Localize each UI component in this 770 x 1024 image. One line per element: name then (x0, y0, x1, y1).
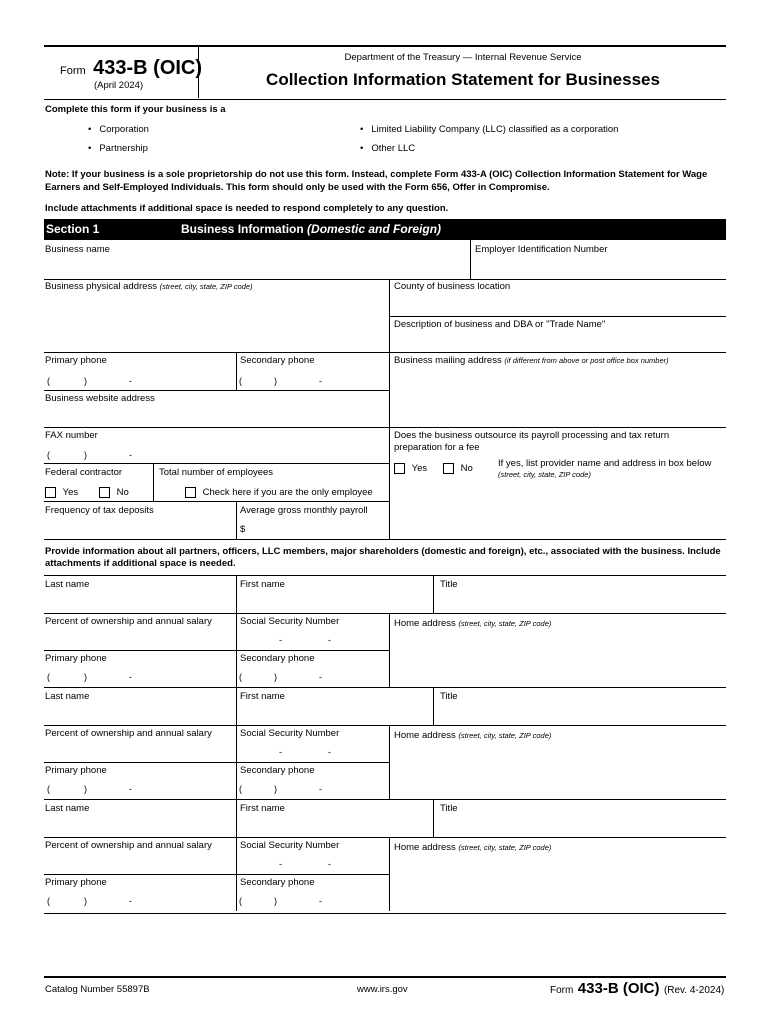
partner-3-primary-phone-input[interactable] (45, 896, 195, 908)
contractor-yes-checkbox[interactable] (45, 487, 56, 498)
sole-prop-note: Note: If your business is a sole proprietorship do not use this form. Instead, complete Form 433-A (OIC) Collection Information Statement for Wage Earners and Self-Employed Individuals. This form should only be used with the Form 656, Offer in Compromise. (45, 169, 708, 193)
agency: Department of the Treasury — Internal Revenue Service (344, 52, 582, 63)
phone-dash: - (129, 784, 132, 794)
section1-label: Section 1 (46, 222, 100, 236)
federal-contractor-label: Federal contractor (45, 467, 123, 478)
total-employees-label: Total number of employees (159, 467, 274, 478)
secondary-phone-input[interactable] (239, 376, 387, 388)
phone-dash: - (129, 376, 132, 386)
grid-line (44, 874, 390, 875)
partner-1-ssn-input[interactable] (239, 635, 387, 647)
home-address-hint: (street, city, state, ZIP code) (458, 731, 552, 740)
partner-3-home-address-label (394, 842, 551, 853)
payroll-if-yes-hint: (street, city, state, ZIP code) (498, 470, 591, 479)
partner-1-ownership-input[interactable] (46, 630, 234, 648)
grid-line (44, 913, 726, 914)
phone-dash: - (319, 376, 322, 386)
attachments-note: Include attachments if additional space is needed to respond completely to any question. (45, 203, 449, 214)
phone-dash: - (319, 896, 322, 906)
grid-line (44, 837, 726, 838)
secondary-phone-label: Secondary phone (240, 355, 315, 366)
partner-1-title-label: Title (440, 579, 458, 590)
ssn-dash: - (279, 747, 282, 757)
payroll-question: Does the business outsource its payroll processing and tax return preparation for a fee (394, 430, 670, 453)
partner-1-secondary-phone-label: Secondary phone (240, 653, 315, 664)
partner-2-home-address-label (394, 730, 551, 741)
type-other-llc: • Other LLC (360, 143, 415, 154)
only-employee-checkbox[interactable] (185, 487, 196, 498)
phone-open: ( (239, 672, 242, 682)
grid-line (390, 316, 726, 317)
description-input[interactable] (392, 333, 724, 351)
avg-payroll-label: Average gross monthly payroll (240, 505, 368, 516)
partner-1-home-address-input[interactable] (392, 633, 724, 685)
grid-line (44, 725, 726, 726)
mailing-address-input[interactable] (392, 370, 724, 425)
frequency-label: Frequency of tax deposits (45, 505, 154, 516)
section1-title-text: Business Information (181, 222, 304, 236)
partner-1-last-name-label: Last name (45, 579, 90, 590)
grid-line (44, 687, 726, 688)
partner-3-ownership-input[interactable] (46, 854, 234, 872)
partner-3-secondary-phone-label: Secondary phone (240, 877, 315, 888)
mailing-address-text: Business mailing address (394, 355, 502, 366)
ssn-dash: - (279, 859, 282, 869)
partner-3-primary-phone-label: Primary phone (45, 877, 107, 888)
grid-line (236, 687, 237, 799)
phone-open: ( (239, 376, 242, 386)
grid-line (236, 575, 237, 687)
partner-3-last-name-label: Last name (45, 803, 90, 814)
partner-2-secondary-phone-input[interactable] (239, 784, 389, 796)
payroll-no[interactable] (443, 463, 473, 474)
physical-address-input[interactable] (46, 296, 386, 350)
partner-1-ssn-label: Social Security Number (240, 616, 340, 627)
partner-3-last-name-input[interactable] (46, 817, 234, 835)
header-bottom-rule (44, 99, 726, 100)
payroll-no-label: No (460, 463, 473, 475)
partner-3-ssn-label: Social Security Number (240, 840, 340, 851)
form-id (60, 57, 202, 80)
physical-address-text: Business physical address (45, 281, 157, 292)
phone-open: ( (47, 784, 50, 794)
website-input[interactable] (46, 408, 386, 426)
catalog-number: Catalog Number 55897B (45, 984, 150, 995)
payroll-if-yes-text: If yes, list provider name and address in box below (498, 458, 712, 469)
partner-3-secondary-phone-input[interactable] (239, 896, 389, 908)
phone-close: ) (274, 672, 277, 682)
mailing-address-hint: (if different from above or post office box number) (504, 356, 669, 365)
partner-2-ssn-label: Social Security Number (240, 728, 340, 739)
grid-line (433, 799, 434, 837)
grid-line (470, 240, 471, 280)
partner-2-first-name-label: First name (240, 691, 285, 702)
partner-3-first-name-label: First name (240, 803, 285, 814)
home-address-text: Home address (394, 842, 456, 853)
grid-line (44, 650, 390, 651)
grid-line (44, 427, 726, 428)
phone-close: ) (84, 672, 87, 682)
home-address-hint: (street, city, state, ZIP code) (458, 619, 552, 628)
section1-title (181, 222, 441, 236)
grid-line (44, 279, 726, 280)
county-label: County of business location (394, 281, 511, 292)
contractor-no-label: No (116, 487, 129, 499)
phone-dash: - (129, 896, 132, 906)
payroll-if-yes (498, 458, 726, 480)
partner-3-title-input[interactable] (436, 817, 724, 835)
phone-close: ) (84, 896, 87, 906)
contractor-no-checkbox[interactable] (99, 487, 110, 498)
grid-line (44, 352, 726, 353)
ein-label: Employer Identification Number (475, 244, 608, 255)
partners-instruction: Provide information about all partners, officers, LLC members, major shareholders (domestic and foreign), etc., associated with the business. Include attachments if additional space is needed. (45, 546, 721, 569)
partner-1-last-name-input[interactable] (46, 593, 234, 611)
form-date: (April 2024) (94, 80, 144, 91)
physical-address-hint: (street, city, state, ZIP code) (159, 282, 253, 291)
partner-3-ssn-input[interactable] (239, 859, 387, 871)
phone-close: ) (84, 784, 87, 794)
grid-line (44, 799, 726, 800)
type-corporation: • Corporation (88, 124, 149, 135)
partner-2-title-input[interactable] (436, 705, 724, 723)
footer-form-id (550, 980, 724, 998)
grid-line (44, 390, 390, 391)
partner-1-primary-phone-input[interactable] (45, 672, 195, 684)
grid-line (236, 799, 237, 911)
payroll-yes-checkbox[interactable] (394, 463, 405, 474)
partner-2-ssn-input[interactable] (239, 747, 387, 759)
partner-2-home-address-input[interactable] (392, 745, 724, 797)
ssn-dash: - (279, 635, 282, 645)
footer-form-word: Form (550, 985, 574, 996)
phone-open: ( (47, 672, 50, 682)
ein-input[interactable] (474, 258, 724, 278)
grid-line (153, 464, 154, 501)
phone-open: ( (239, 784, 242, 794)
contractor-yes-label: Yes (62, 487, 79, 499)
partner-2-first-name-input[interactable] (239, 705, 431, 723)
partner-2-ownership-label: Percent of ownership and annual salary (45, 728, 212, 739)
home-address-hint: (street, city, state, ZIP code) (458, 843, 552, 852)
partner-1-first-name-label: First name (240, 579, 285, 590)
partner-2-ownership-input[interactable] (46, 742, 234, 760)
mailing-address-label (394, 355, 669, 366)
avg-payroll-input[interactable] (250, 518, 386, 537)
partner-1-primary-phone-label: Primary phone (45, 653, 107, 664)
business-name-label: Business name (45, 244, 110, 255)
section1-bar (44, 219, 726, 240)
phone-close: ) (274, 896, 277, 906)
form-number: 433-B (OIC) (93, 57, 203, 79)
payroll-yes[interactable] (394, 463, 427, 474)
description-label: Description of business and DBA or "Trade Name" (394, 319, 606, 330)
payroll-provider-input[interactable] (392, 485, 724, 537)
partner-3-ownership-label: Percent of ownership and annual salary (45, 840, 212, 851)
phone-close: ) (274, 784, 277, 794)
grid-line (44, 575, 726, 576)
fax-input[interactable] (45, 450, 225, 462)
grid-line (433, 575, 434, 613)
phone-close: ) (84, 376, 87, 386)
partner-1-first-name-input[interactable] (239, 593, 431, 611)
phone-close: ) (274, 376, 277, 386)
footer-website: www.irs.gov (357, 984, 408, 995)
partner-2-primary-phone-input[interactable] (45, 784, 195, 796)
grid-line (44, 762, 390, 763)
partner-3-title-label: Title (440, 803, 458, 814)
page-title: Collection Information Statement for Businesses (266, 70, 660, 89)
only-employee-label: Check here if you are the only employee (202, 487, 373, 499)
grid-line (236, 353, 237, 390)
footer-rule (44, 976, 726, 978)
phone-open: ( (47, 376, 50, 386)
grid-line (44, 613, 726, 614)
only-employee[interactable] (185, 487, 373, 498)
grid-line (44, 539, 726, 540)
ssn-dash: - (328, 635, 331, 645)
section1-title-qualifier: (Domestic and Foreign) (307, 222, 442, 236)
county-input[interactable] (392, 296, 724, 314)
partner-2-last-name-label: Last name (45, 691, 90, 702)
primary-phone-input[interactable] (45, 376, 225, 388)
footer-rev: (Rev. 4-2024) (663, 985, 725, 996)
home-address-text: Home address (394, 730, 456, 741)
ssn-dash: - (328, 747, 331, 757)
contractor-no[interactable] (99, 487, 129, 498)
contractor-yes[interactable] (45, 487, 78, 498)
complete-if: Complete this form if your business is a (45, 104, 226, 115)
partner-2-last-name-input[interactable] (46, 705, 234, 723)
phone-open: ( (47, 896, 50, 906)
grid-line (433, 687, 434, 725)
ssn-dash: - (328, 859, 331, 869)
grid-line (44, 501, 390, 502)
phone-dash: - (129, 672, 132, 682)
type-llc-corp: • Limited Liability Company (LLC) classified as a corporation (360, 124, 618, 135)
grid-line (44, 463, 390, 464)
payroll-yes-label: Yes (411, 463, 428, 475)
partner-2-secondary-phone-label: Secondary phone (240, 765, 315, 776)
primary-phone-label: Primary phone (45, 355, 107, 366)
business-name-input[interactable] (46, 258, 466, 278)
phone-close: ) (84, 450, 87, 460)
partner-3-home-address-input[interactable] (392, 857, 724, 909)
type-partnership: • Partnership (88, 143, 148, 154)
phone-dash: - (319, 672, 322, 682)
payroll-no-checkbox[interactable] (443, 463, 454, 474)
partner-3-first-name-input[interactable] (239, 817, 431, 835)
physical-address-label (45, 281, 253, 292)
grid-line (236, 502, 237, 539)
partner-2-primary-phone-label: Primary phone (45, 765, 107, 776)
phone-dash: - (319, 784, 322, 794)
partner-1-secondary-phone-input[interactable] (239, 672, 389, 684)
partner-1-title-input[interactable] (436, 593, 724, 611)
dollar-sign: $ (240, 524, 246, 535)
home-address-text: Home address (394, 618, 456, 629)
frequency-input[interactable] (46, 518, 234, 537)
form-word: Form (60, 65, 86, 77)
header-top-rule (44, 45, 726, 47)
partner-1-ownership-label: Percent of ownership and annual salary (45, 616, 212, 627)
partner-2-title-label: Title (440, 691, 458, 702)
phone-dash: - (129, 450, 132, 460)
partner-1-home-address-label (394, 618, 551, 629)
fax-label: FAX number (45, 430, 98, 441)
phone-open: ( (239, 896, 242, 906)
phone-open: ( (47, 450, 50, 460)
footer-form-number: 433-B (OIC) (577, 980, 660, 997)
website-label: Business website address (45, 393, 155, 404)
